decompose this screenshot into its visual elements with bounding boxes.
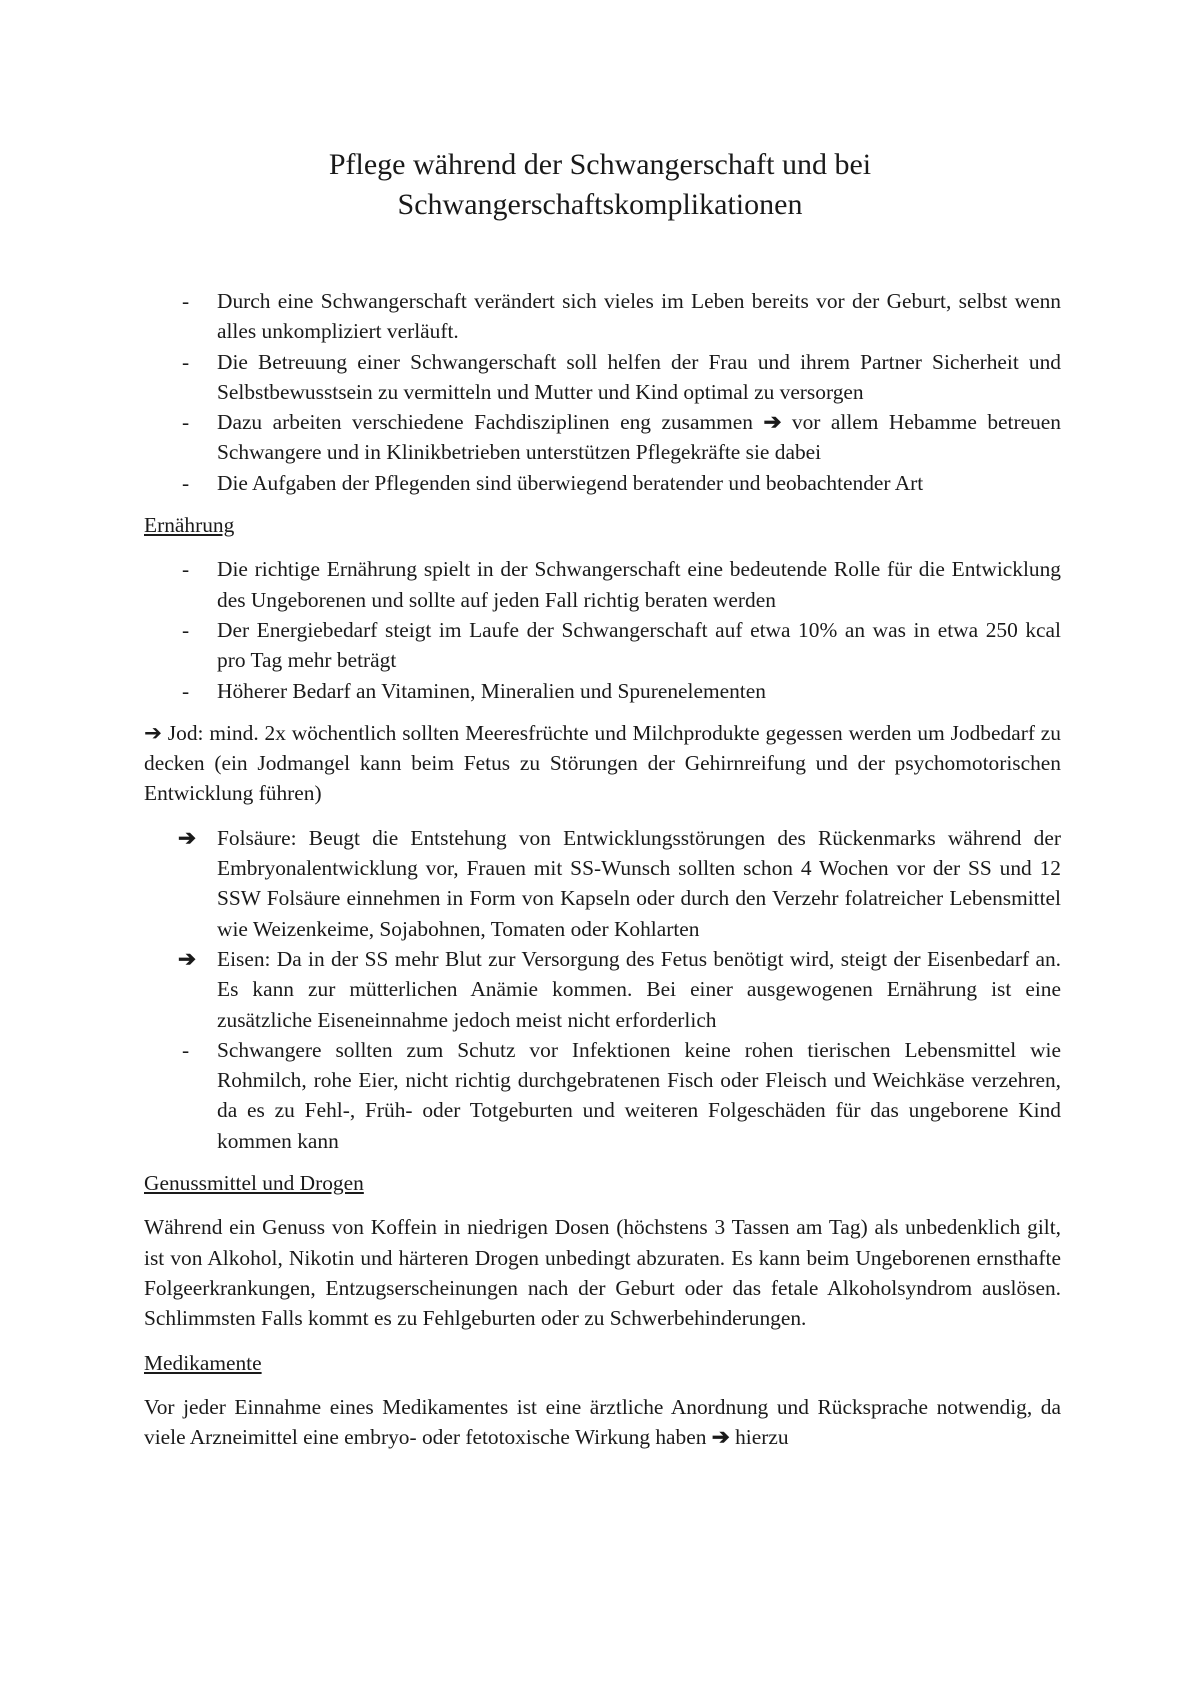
- medikamente-text: Vor jeder Einnahme eines Medikamentes ist eine ärztliche Anordnung und Rücksprache notwendig, da viele Arzneimittel eine embryo- oder fetotoxische Wirkung haben: [144, 1394, 1061, 1450]
- arrow-right-icon: ➔: [711, 1425, 730, 1450]
- dash-marker: -: [182, 349, 190, 374]
- list-item: [144, 286, 1061, 347]
- list-item: [144, 823, 1061, 944]
- dash-marker: -: [182, 678, 190, 703]
- section-heading-ernaehrung: Ernährung: [144, 513, 235, 538]
- dash-marker: -: [182, 289, 190, 313]
- list-item-text: Die Betreuung einer Schwangerschaft soll helfen der Frau und ihrem Partner Sicherheit und Selbstbewusstsein zu vermitteln und Mutter und Kind optimal zu versorgen: [217, 349, 1061, 404]
- list-item: [144, 468, 1061, 498]
- list-item: [144, 347, 1061, 408]
- jod-text: Jod: mind. 2x wöchentlich sollten Meeresfrüchte und Milchprodukte gegessen werden um Jodbedarf zu decken (ein Jodmangel kann beim Fetus zu Störungen der Gehirnreifung und der psychomotorischen Entwicklung führen): [144, 720, 1061, 806]
- list-item: [144, 944, 1061, 1035]
- list-item-text: Durch eine Schwangerschaft verändert sich vieles im Leben bereits vor der Geburt, selbst wenn alles unkompliziert verläuft.: [217, 289, 1061, 344]
- nutrient-list: [144, 823, 1061, 1156]
- list-item: [144, 676, 1061, 706]
- ernaehrung-list: [144, 554, 1061, 705]
- title-line-1: Pflege während der Schwangerschaft und bei: [328, 148, 872, 181]
- list-item: [144, 407, 1061, 468]
- list-item-text: Eisen: Da in der SS mehr Blut zur Versorgung des Fetus benötigt wird, steigt der Eisenbedarf an. Es kann zur mütterlichen Anämie kommen. Bei einer ausgewogenen Ernährung ist eine zusätzliche Eiseneinnahme jedoch meist nicht erforderlich: [217, 946, 1061, 1032]
- list-item: [144, 554, 1061, 615]
- section-heading-genussmittel: Genussmittel und Drogen: [144, 1171, 364, 1196]
- list-item: [144, 615, 1061, 676]
- dash-marker: -: [182, 557, 190, 582]
- list-item-text: Folsäure: Beugt die Entstehung von Entwicklungsstörungen des Rückenmarks während der Embryonalentwicklung vor, Frauen mit SS-Wunsch sollten schon 4 Wochen vor der SS und 12 SSW Folsäure einnehmen in Form von Kapseln oder durch den Verzehr folatreicher Lebensmittel wie Weizenkeime, Sojabohnen, Tomaten oder Kohlarten: [217, 825, 1061, 941]
- list-item-text: Höherer Bedarf an Vitaminen, Mineralien und Spurenelementen: [217, 678, 766, 703]
- list-item-text-cont: vor allem Hebamme betreuen Schwangere und in Klinikbetrieben unterstützen Pflegekräfte sie dabei: [217, 410, 1061, 465]
- dash-marker: -: [182, 410, 190, 435]
- list-item-text: Die richtige Ernährung spielt in der Schwangerschaft eine bedeutende Rolle für die Entwicklung des Ungeborenen und sollte auf jeden Fall richtig beraten werden: [217, 557, 1061, 612]
- medikamente-text-cont: hierzu: [729, 1425, 789, 1450]
- genussmittel-paragraph: Während ein Genuss von Koffein in niedrigen Dosen (höchstens 3 Tassen am Tag) als unbedenklich gilt, ist von Alkohol, Nikotin und härteren Drogen unbedingt abzuraten. Es kann beim Ungeborenen ernsthafte Folgeerkrankungen, Entzugserscheinungen nach der Geburt oder das fetale Alkoholsyndrom auslösen. Schlimmsten Falls kommt es zu Fehlgeburten oder zu Schwerbehinderungen.: [144, 1215, 1061, 1331]
- document-body: [144, 286, 1061, 1466]
- arrow-right-icon: ➔: [178, 825, 196, 850]
- dash-marker: -: [182, 617, 190, 642]
- dash-marker: -: [182, 470, 190, 495]
- intro-list: [144, 286, 1061, 498]
- list-item-text: Der Energiebedarf steigt im Laufe der Schwangerschaft auf etwa 10% an was in etwa 250 kcal pro Tag mehr beträgt: [217, 617, 1061, 673]
- arrow-right-icon: ➔: [763, 410, 782, 435]
- jod-paragraph: [144, 718, 1061, 809]
- title-line-2: Schwangerschaftskomplikationen: [397, 188, 803, 221]
- section-heading-medikamente: Medikamente: [144, 1350, 262, 1375]
- arrow-right-icon: ➔: [178, 946, 196, 971]
- dash-marker: -: [182, 1037, 190, 1062]
- medikamente-paragraph: [144, 1392, 1061, 1453]
- list-item-text: Schwangere sollten zum Schutz vor Infektionen keine rohen tierischen Lebensmittel wie Rohmilch, rohe Eier, nicht richtig durchgebratenen Fisch oder Fleisch und Weichkäse verzehren, da es zu Fehl-, Früh- oder Totgeburten und weiteren Folgeschäden für das ungeborene Kind kommen kann: [217, 1037, 1061, 1153]
- list-item-text: Dazu arbeiten verschiedene Fachdisziplinen eng zusammen: [217, 410, 764, 435]
- list-item-text: Die Aufgaben der Pflegenden sind überwiegend beratender und beobachtender Art: [217, 470, 924, 495]
- arrow-right-icon: ➔: [144, 720, 162, 745]
- page-title: [0, 145, 1200, 225]
- list-item: [144, 1035, 1061, 1156]
